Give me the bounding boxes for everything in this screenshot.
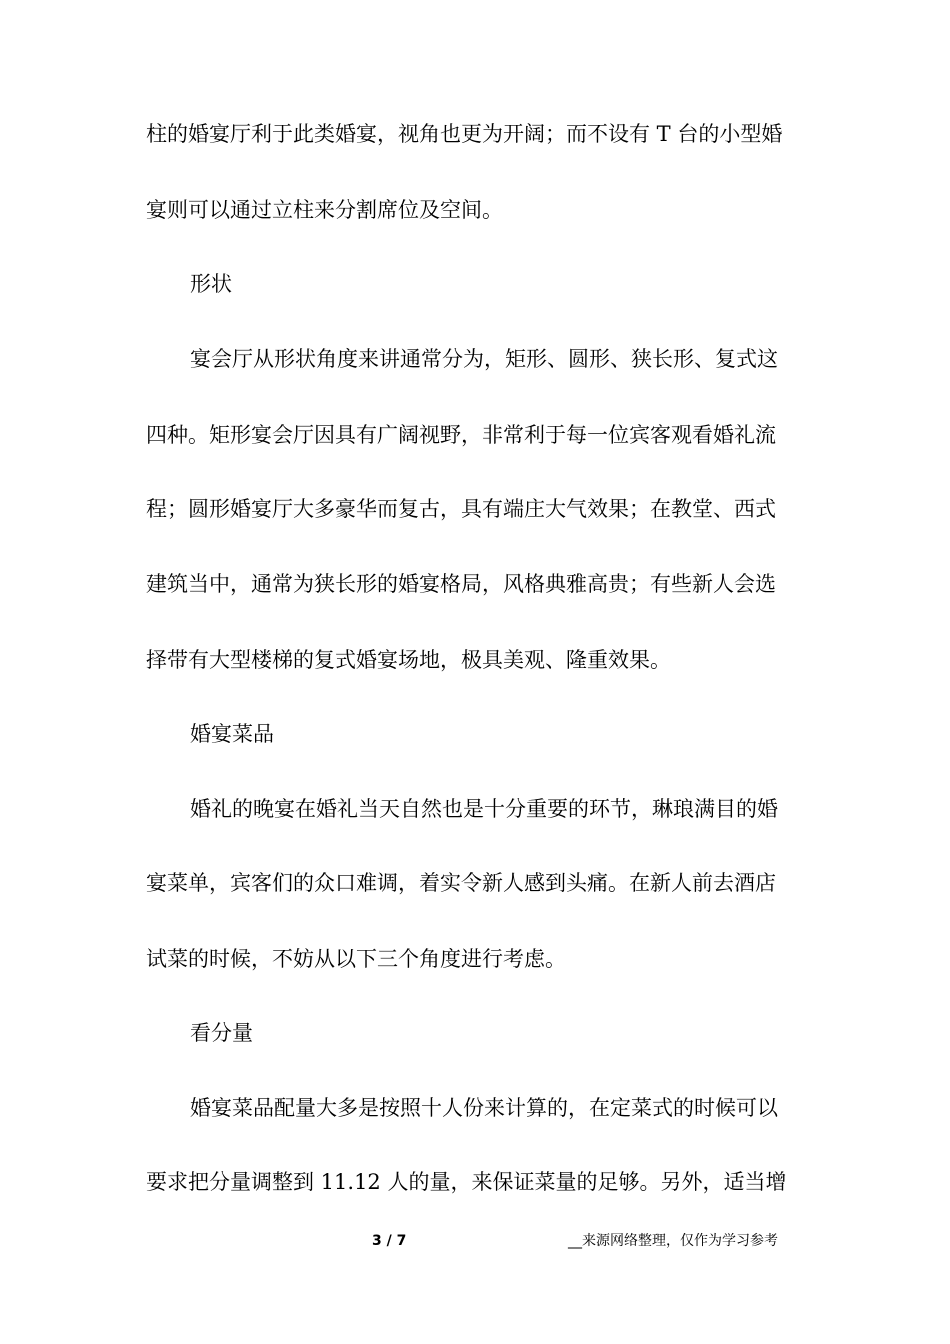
body-line-8: 择带有大型楼梯的复式婚宴场地，极具美观、隆重效果。 [146, 648, 671, 672]
footer-note: __来源网络整理，仅作为学习参考 [568, 1233, 778, 1249]
body-line-15: 要求把分量调整到 11.12 人的量，来保证菜量的足够。另外，适当增 [146, 1170, 787, 1194]
section-heading-dishes: 婚宴菜品 [190, 722, 274, 746]
body-line-10: 婚礼的晚宴在婚礼当天自然也是十分重要的环节，琳琅满目的婚 [190, 797, 778, 821]
body-line-4: 宴会厅从形状角度来讲通常分为，矩形、圆形、狭长形、复式这 [190, 347, 778, 371]
section-heading-shape: 形状 [190, 272, 232, 296]
body-line-11: 宴菜单，宾客们的众口难调，着实令新人感到头痛。在新人前去酒店 [146, 871, 776, 895]
section-heading-portion: 看分量 [190, 1021, 253, 1045]
body-line-1: 柱的婚宴厅利于此类婚宴，视角也更为开阔；而不设有 T 台的小型婚 [146, 122, 783, 146]
body-line-6: 程；圆形婚宴厅大多豪华而复古，具有端庄大气效果；在教堂、西式 [146, 497, 776, 521]
body-line-2: 宴则可以通过立柱来分割席位及空间。 [146, 198, 503, 222]
body-line-14: 婚宴菜品配量大多是按照十人份来计算的，在定菜式的时候可以 [190, 1096, 778, 1120]
body-line-12: 试菜的时候，不妨从以下三个角度进行考虑。 [146, 947, 566, 971]
body-line-5: 四种。矩形宴会厅因具有广阔视野，非常利于每一位宾客观看婚礼流 [146, 423, 776, 447]
body-line-7: 建筑当中，通常为狭长形的婚宴格局，风格典雅高贵；有些新人会选 [146, 572, 776, 596]
page-number: 3 / 7 [372, 1233, 407, 1249]
